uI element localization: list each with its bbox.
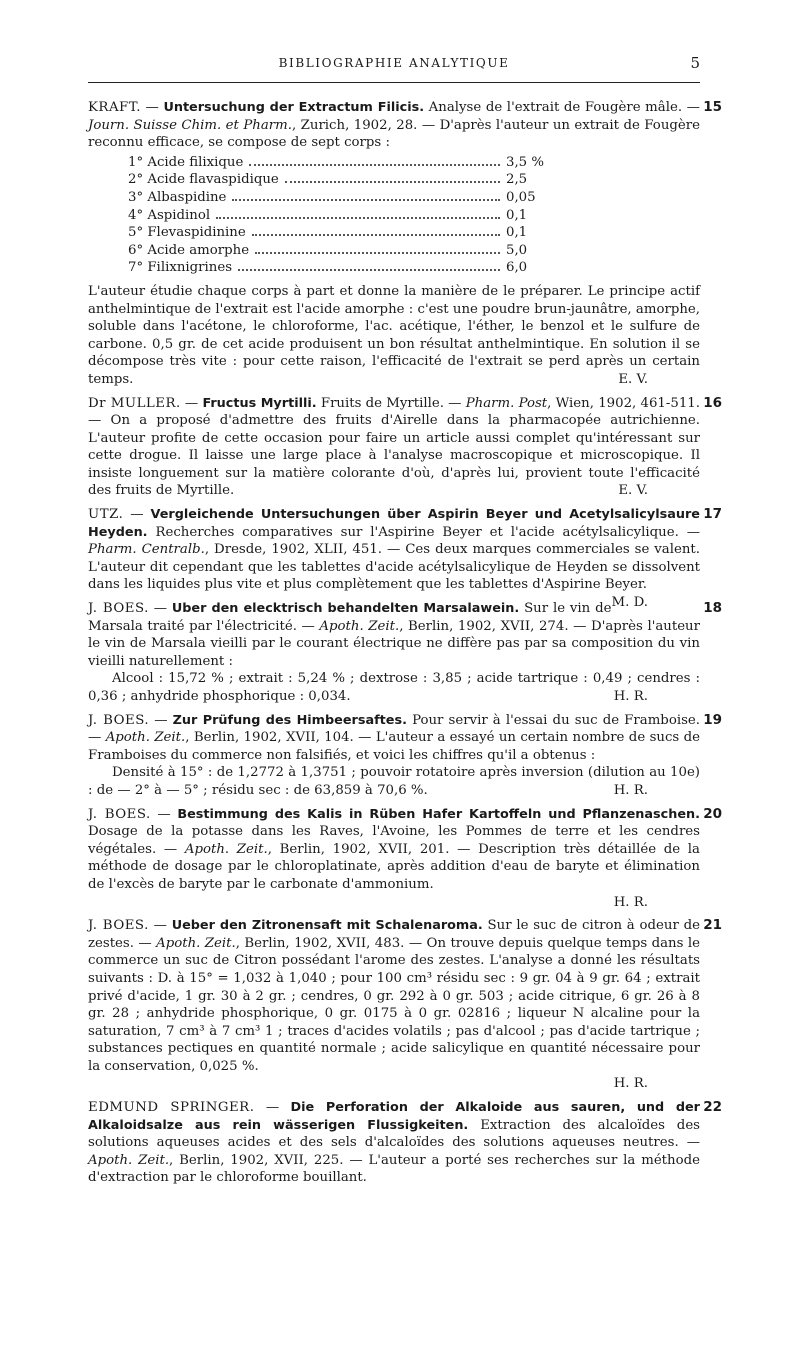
entry-title: Zur Prüfung des Himbeersaftes. [172,712,407,728]
list-item [128,171,558,189]
entry-author: EDMUND SPRINGER. [88,1100,255,1116]
entry-15 [88,99,722,389]
entry-text: Recherches comparatives sur l'Aspirine Beyer et l'acide acétylsalicylique. — [147,524,700,540]
leader-dots [249,164,500,166]
entry-text: , Berlin, 1902, XVII, 201. — Description très détaillée de la méthode de dosage par le chloroplatinate, après addition d'eau de baryte et élimination de l'excès de baryte par le carbonate d'ammonium. [88,841,700,892]
entry-author: J. BOES. [88,806,151,822]
leader-dots [255,252,500,254]
entry-number: 16 [703,394,722,411]
entry-signature: H. R. [613,782,648,798]
entry-title: Vergleichende Untersuchungen über Aspirin Beyer und Acetylsalicylsaure Heyden. [88,507,700,540]
entry-title: Bestimmung des Kalis in Rüben Hafer Kartoffeln und Pflanzenaschen. [177,806,700,822]
entry-text: Sur le suc de citron à odeur de zestes. — [88,918,700,951]
entry-journal: Apoth. Zeit. [88,1152,170,1168]
list-item-value: 2,5 [506,172,528,188]
list-item-name: 5° Flevaspidinine [128,225,246,241]
entry-title: Fructus Myrtilli. [202,395,317,411]
entry-signature: E. V. [618,483,648,499]
entry-body-continued [88,764,700,799]
entry-title: Ueber den Zitronensaft mit Schalenaroma. [171,918,483,934]
entry-title: Uber den elecktrisch behandelten Marsalawein. [171,601,520,617]
entry-body-continued [88,670,700,705]
list-item-name: 2° Acide flavaspidique [128,172,279,188]
entry-title: Untersuchung der Extractum Filicis. [163,100,425,115]
leader-dots [232,199,500,201]
entry-signature: E. V. [618,371,648,387]
entry-text: , Dresde, 1902, XLII, 451. — Ces deux marques commerciales se valent. L'auteur dit cependant que les tablettes d'acide acétylsalicylique de Heyden se dissolvent dans les liquides plus vite et plus complètement que les tablettes d'Aspirine Beyer. [88,542,700,593]
entry-signature: H. R. [613,1076,648,1092]
entry-text: , Zurich, 1902, 28. — D'après l'auteur un extrait de Fougère reconnu efficace, se compose de sept corps : [88,117,700,151]
entry-journal: Apoth. Zeit. [319,618,400,634]
leader-dots [238,269,500,271]
entry-number: 20 [703,805,722,822]
list-item [128,259,558,277]
entry-text: Dosage de la potasse dans les Raves, l'Avoine, les Pommes de terre et les cendres végétales. — [88,824,700,857]
leader-dots [285,181,500,183]
entry-text: , Wien, 1902, 461-511. — On a proposé d'admettre des fruits d'Airelle dans la pharmacopée autrichienne. L'auteur profite de cette occasion pour faire un article aussi complet qu'intéressant sur cette drogue. Il laisse une large place à l'analyse macroscopique et microscopique. Il insiste longuement sur la matière colorante d'où, d'après lui, provient toute l'efficacité des fruits de Myrtille. [88,395,700,499]
entry-body: J. BOES. — Bestimmung des Kalis in Rüben Hafer Kartoffeln und Pflanzenaschen. Dosage de la potasse dans les Raves, l'Avoine, les Pommes de terre et les cendres végétales. — Apoth. Zeit., Berlin, 1902, XVII, 201. — Description très détaillée de la méthode de dosage par le chloroplatinate, après addition d'eau de baryte et élimination de l'excès de baryte par le carbonate d'ammonium. [88,806,700,892]
entry-text: Densité à 15° : de 1,2772 à 1,3751 ; pouvoir rotatoire après inversion (dilution au 10e) : de — 2° à — 5° ; résidu sec : de 63,859 à 70,6 %. [88,765,700,798]
entry-author: J. BOES. [88,712,150,728]
entry-16 [88,394,722,501]
page [88,52,722,1193]
entry-body: J. BOES. — Zur Prüfung des Himbeersaftes. Pour servir à l'essai du suc de Framboise. — Apoth. Zeit., Berlin, 1902, XVII, 104. — L'auteur a essayé un certain nombre de sucs de Framboises du commerce non falsifiés, et voici les chiffres qu'il a obtenus : [88,712,700,763]
entry-text: , Berlin, 1902, XVII, 274. — D'après l'auteur le vin de Marsala vieilli par le courant électrique ne diffère pas par sa composition du vin vieilli naturellement : [88,618,700,669]
entry-22 [88,1099,722,1187]
entry-text: Pour servir à l'essai du suc de Framboise. — [88,712,700,746]
entry-title: Die Perforation der Alkaloide aus sauren, und der Alkaloidsalze aus rein wässerigen Flussigkeiten. [88,1100,700,1133]
entry-body: Dr MULLER. — Fructus Myrtilli. Fruits de Myrtille. — Pharm. Post, Wien, 1902, 461-511. — On a proposé d'admettre des fruits d'Airelle dans la pharmacopée autrichienne. L'auteur profite de cette occasion pour faire un article aussi complet qu'intéressant sur cette drogue. Il laisse une large place à l'analyse macroscopique et microscopique. Il insiste longuement sur la matière colorante d'où, d'après lui, provient toute l'efficacité des fruits de Myrtille. E. V. [88,395,700,499]
entry-text: Analyse de l'extrait de Fougère mâle. — [424,100,700,115]
list-item-name: 7° Filixnigrines [128,260,233,276]
entry-text: Alcool : 15,72 % ; extrait : 5,24 % ; dextrose : 3,85 ; acide tartrique : 0,49 ; cendres : 0,36 ; anhydride phosphorique : 0,034. [88,671,700,704]
entry-journal: Apoth. Zeit. [105,730,186,746]
entry-journal: Journ. Suisse Chim. et Pharm. [88,117,292,133]
entry-author: J. BOES. [88,601,149,617]
list-item-value: 6,0 [506,260,528,276]
list-item [128,207,558,225]
entry-signature: H. R. [613,689,648,704]
list-item-name: 6° Acide amorphe [128,242,250,258]
entry-text: , Berlin, 1902, XVII, 225. — L'auteur a porté ses recherches sur la méthode d'extraction par le chloroforme bouillant. [88,1152,700,1186]
entry-text: , Berlin, 1902, XVII, 104. — L'auteur a essayé un certain nombre de sucs de Framboises du commerce non falsifiés, et voici les chiffres qu'il a obtenus : [88,730,700,763]
entry-number: 22 [703,1099,722,1116]
list-item-value: 0,1 [506,225,528,241]
entry-text: Sur le vin de Marsala traité par l'électricité. — [88,601,612,634]
entry-text: L'auteur étudie chaque corps à part et donne la manière de le préparer. Le principe actif anthelmintique de l'extrait est l'acide amorphe : c'est une poudre brun-jaunâtre, amorphe, soluble dans l'acétone, le chloroforme, l'ac. acétique, l'éther, le benzol et le sulfure de carbone. 0,5 gr. de cet acide produisent un bon résultat anthelmintique. En solution il se décompose très vite : pour cette raison, l'efficacité de l'extrait se perd après un certain temps. [88,283,700,387]
entry-20 [88,805,722,912]
leader-dots [252,234,500,236]
list-item-value: 5,0 [506,242,528,258]
entry-signature: M. D. [611,595,648,611]
entry-number: 18 [703,600,722,617]
entry-body-continued [88,283,700,389]
entry-text: , Berlin, 1902, XVII, 483. — On trouve depuis quelque temps dans le commerce un suc de Citron possédant l'arome des zestes. L'analyse a donné les résultats suivants : D. à 15° = 1,032 à 1,040 ; pour 100 cm³ résidu sec : 9 gr. 04 à 9 gr. 64 ; extrait privé d'acide, 1 gr. 30 à 2 gr. ; cendres, 0 gr. 292 à 0 gr. 503 ; acide citrique, 6 gr. 26 à 8 gr. 28 ; anhydride phosphorique, 0 gr. 0175 à 0 gr. 02816 ; liqueur N alcaline pour la saturation, 7 cm³ à 7 cm³ 1 ; traces d'acides volatils ; pas d'alcool ; pas d'acide tartrique ; substances pectiques en quantité normale ; acide salicylique en quantité nécessaire pour la conservation, 0,025 %. [88,935,700,1074]
entry-journal: Pharm. Centralb. [88,542,205,558]
entry-text: Extraction des alcaloïdes des solutions aqueuses acides et des sels d'alcaloïdes des solutions aqueuses neutres. — [88,1117,701,1151]
entry-signature: H. R. [613,894,648,910]
entry-journal: Apoth. Zeit. [156,935,236,951]
list-item-name: 4° Aspidinol [128,207,211,223]
entry-journal: Apoth. Zeit. [184,841,268,857]
entry-number: 19 [703,711,722,728]
list-item [128,242,558,260]
entry-body: EDMUND SPRINGER. — Die Perforation der Alkaloide aus sauren, und der Alkaloidsalze aus rein wässerigen Flussigkeiten. Extraction des alcaloïdes des solutions aqueuses acides et des sels d'alcaloïdes des solutions aqueuses neutres. — Apoth. Zeit., Berlin, 1902, XVII, 225. — L'auteur a porté ses recherches sur la méthode d'extraction par le chloroforme bouillant. [88,1100,701,1186]
leader-dots [216,217,500,219]
entry-19 [88,711,722,800]
list-item-name: 1° Acide filixique [128,154,244,170]
bibliography-entries [88,99,722,1187]
entry-body: J. BOES. — Ueber den Zitronensaft mit Schalenaroma. Sur le suc de citron à odeur de zestes. — Apoth. Zeit., Berlin, 1902, XVII, 483. — On trouve depuis quelque temps dans le commerce un suc de Citron possédant l'arome des zestes. L'analyse a donné les résultats suivants : D. à 15° = 1,032 à 1,040 ; pour 100 cm³ résidu sec : 9 gr. 04 à 9 gr. 64 ; extrait privé d'acide, 1 gr. 30 à 2 gr. ; cendres, 0 gr. 292 à 0 gr. 503 ; acide citrique, 6 gr. 26 à 8 gr. 28 ; anhydride phosphorique, 0 gr. 0175 à 0 gr. 02816 ; liqueur N alcaline pour la saturation, 7 cm³ à 7 cm³ 1 ; traces d'acides volatils ; pas d'alcool ; pas d'acide tartrique ; substances pectiques en quantité normale ; acide salicylique en quantité nécessaire pour la conservation, 0,025 %. [88,918,700,1074]
entry-body: UTZ. — Vergleichende Untersuchungen über Aspirin Beyer und Acetylsalicylsaure Heyden. Recherches comparatives sur l'Aspirine Beyer et l'acide acétylsalicylique. — Pharm. Centralb., Dresde, 1902, XLII, 451. — Ces deux marques commerciales se valent. L'auteur dit cependant que les tablettes d'acide acétylsalicylique de Heyden se dissolvent dans les liquides plus vite et plus complètement que les tablettes d'Aspirine Beyer. M. D. [88,507,700,611]
page-number: 5 [690,54,700,72]
entry-journal: Pharm. Post [465,395,548,411]
list-item-value: 0,1 [506,207,528,223]
composition-list [128,154,558,277]
running-head [88,52,700,83]
entry-author: J. BOES. [88,918,149,934]
entry-author: Dr MULLER. [88,395,181,411]
entry-18 [88,600,722,706]
entry-21 [88,917,722,1093]
list-item [128,224,558,242]
entry-text: Fruits de Myrtille. — [316,395,466,411]
entry-number: 15 [703,99,722,115]
entry-author: KRAFT. [88,100,141,115]
entry-number: 21 [703,917,722,934]
list-item-name: 3° Albaspidine [128,189,227,205]
list-item [128,189,558,207]
list-item [128,154,558,172]
list-item-value: 0,05 [506,189,536,205]
entry-body: KRAFT. — Untersuchung der Extractum Filicis. Analyse de l'extrait de Fougère mâle. — Journ. Suisse Chim. et Pharm., Zurich, 1902, 28. — D'après l'auteur un extrait de Fougère reconnu efficace, se compose de sept corps : [88,100,700,151]
entry-author: UTZ. [88,507,124,523]
running-head-title: BIBLIOGRAPHIE ANALYTIQUE [278,56,510,70]
entry-body: J. BOES. — Uber den elecktrisch behandelten Marsalawein. Sur le vin de Marsala traité par l'électricité. — Apoth. Zeit., Berlin, 1902, XVII, 274. — D'après l'auteur le vin de Marsala vieilli par le courant électrique ne diffère pas par sa composition du vin vieilli naturellement : [88,601,700,669]
entry-number: 17 [703,506,722,523]
list-item-value: 3,5 % [506,154,545,170]
